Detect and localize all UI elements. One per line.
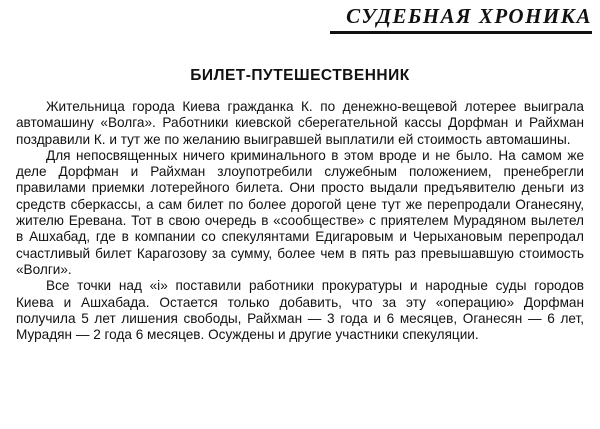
article-paragraph-1: Жительница города Киева гражданка К. по денежно-вещевой лотерее выиграла автомашину «Волга». Работники киевской сберегательной кассы Дорфман и Райхман поздравили К. и тут же по желанию выигравшей выплатили ей стоимость автомашины. xyxy=(16,99,584,147)
article-body xyxy=(16,99,584,343)
rubric-underline xyxy=(330,31,592,34)
article-paragraph-3: Все точки над «i» поставили работники прокуратуры и народные суды городов Киева и Ашхабада. Остается только добавить, что за эту «операцию» Дорфман получила 5 лет лишения свободы, Райхман — 3 года и 6 месяцев, Оганесян — 6 лет, Мурадян — 2 года 6 месяцев. Осуждены и другие участники спекуляции. xyxy=(16,278,584,343)
rubric-header xyxy=(330,0,592,34)
article-paragraph-2: Для непосвященных ничего криминального в этом вроде и не было. На самом же деле Дорфман и Райхман злоупотребили служебным положением, пренебрегли правилами приемки лотерейного билета. Они просто выдали предъявителю деньги из средств сберкассы, а сам билет по более дорогой цене тут же перепродали Оганесяну, жителю Еревана. Тот в свою очередь в «сообществе» с приятелем Мурадяном вылетел в Ашхабад, где в компании со спекулянтами Едигаровым и Черыхановым перепродал счастливый билет Карагозову за сумму, более чем в пять раз превышавшую стоимость «Волги». xyxy=(16,147,584,277)
rubric-title: СУДЕБНАЯ ХРОНИКА xyxy=(346,4,592,28)
article-headline: БИЛЕТ-ПУТЕШЕСТВЕННИК xyxy=(190,67,410,84)
